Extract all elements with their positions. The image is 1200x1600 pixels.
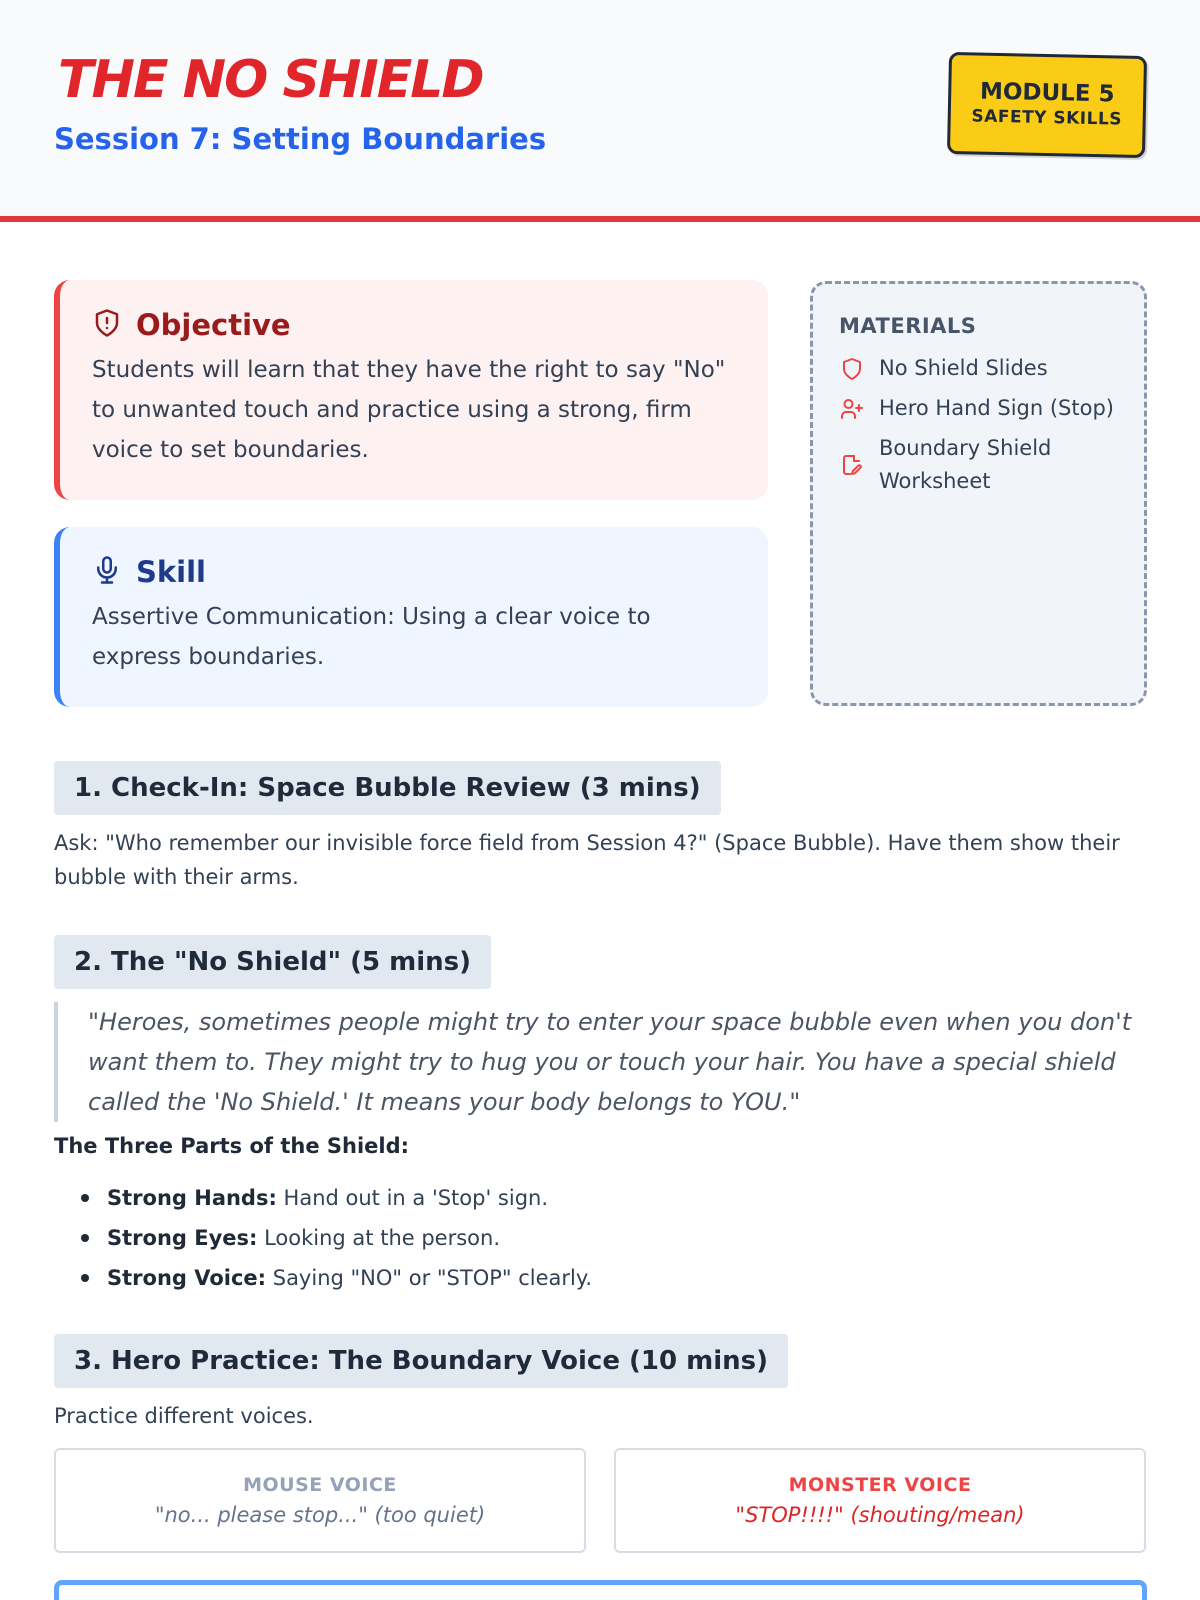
materials-item-label: No Shield Slides: [879, 356, 1048, 380]
script-quote: "Heroes, sometimes people might try to enter your space bubble even when you don't want them to. They might try to hug you or touch your hair. You have a special shield called the 'No Shield.' It means your body belongs to YOU.": [54, 1002, 1154, 1122]
skill-card: [54, 527, 768, 707]
monster-voice-card: [614, 1448, 1146, 1553]
part-term: Strong Voice:: [107, 1266, 267, 1290]
voice-example: "STOP!!!!" (shouting/mean): [735, 1502, 1025, 1527]
part-term: Strong Hands:: [107, 1186, 277, 1210]
materials-item: [839, 352, 1118, 385]
voice-label: MONSTER VOICE: [788, 1473, 972, 1496]
page-title: THE NO SHIELD: [58, 50, 483, 110]
practice-text: Practice different voices.: [54, 1404, 314, 1428]
page-header: [0, 0, 1200, 222]
session-subtitle: Session 7: Setting Boundaries: [54, 122, 547, 156]
section-heading-hero-practice: 3. Hero Practice: The Boundary Voice (10 mins): [54, 1334, 788, 1388]
skill-title: Skill: [136, 554, 206, 589]
materials-heading: MATERIALS: [839, 314, 977, 338]
mouse-voice-card: [54, 1448, 586, 1553]
materials-item: [839, 432, 1118, 498]
shield-parts-title: The Three Parts of the Shield:: [54, 1134, 410, 1158]
part-term: Strong Eyes:: [107, 1226, 258, 1250]
skill-text: Assertive Communication: Using a clear voice to express boundaries.: [92, 604, 651, 670]
list-item: [54, 1258, 1054, 1298]
part-desc: Saying "NO" or "STOP" clearly.: [266, 1266, 592, 1290]
voice-example: "no... please stop..." (too quiet): [154, 1502, 486, 1527]
part-desc: Looking at the person.: [257, 1226, 501, 1250]
materials-item-label: Boundary Shield Worksheet: [879, 436, 1052, 493]
objective-title: Objective: [136, 307, 291, 342]
shield-alert-icon: [92, 308, 122, 342]
objective-card: [54, 280, 768, 500]
check-in-text: Ask: "Who remember our invisible force field from Session 4?" (Space Bubble). Have them show their bubble with their arms.: [54, 831, 1120, 889]
file-edit-icon: [839, 453, 865, 477]
microphone-icon: [92, 555, 122, 589]
materials-item: [839, 392, 1118, 425]
user-plus-icon: [839, 397, 865, 421]
objective-text: Students will learn that they have the right to say "No" to unwanted touch and practice using a strong, firm voice to set boundaries.: [92, 357, 726, 463]
module-badge-topic: SAFETY SKILLS: [971, 106, 1123, 130]
shield-icon: [839, 357, 865, 381]
list-item: [54, 1218, 1054, 1258]
materials-box: [810, 281, 1147, 706]
shield-parts-list: [54, 1178, 1054, 1298]
module-badge: [947, 52, 1147, 158]
section-heading-check-in: 1. Check-In: Space Bubble Review (3 mins): [54, 761, 721, 815]
part-desc: Hand out in a 'Stop' sign.: [276, 1186, 549, 1210]
materials-item-label: Hero Hand Sign (Stop): [879, 396, 1114, 420]
module-badge-number: MODULE 5: [979, 78, 1115, 108]
list-item: [54, 1178, 1054, 1218]
voice-label: MOUSE VOICE: [243, 1473, 397, 1496]
section-heading-no-shield: 2. The "No Shield" (5 mins): [54, 935, 491, 989]
next-card-edge: [54, 1580, 1147, 1600]
